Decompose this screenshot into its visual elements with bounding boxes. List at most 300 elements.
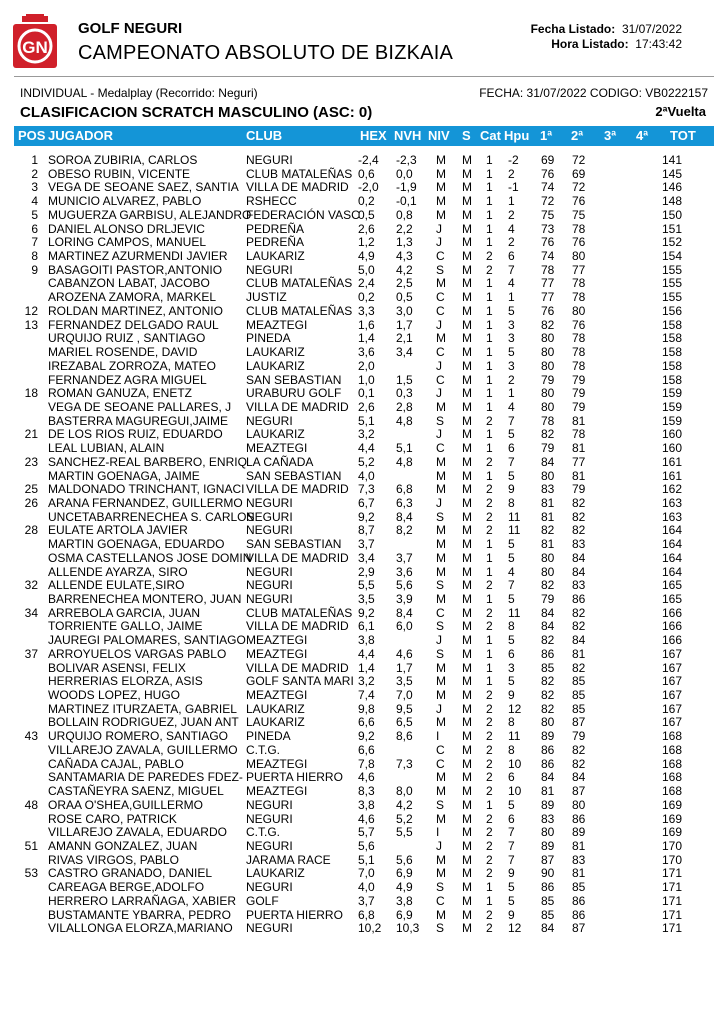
- cell-hex: 4,6: [358, 811, 375, 826]
- cell-hpu: 2: [508, 235, 515, 250]
- cell-nvh: 9,5: [396, 701, 413, 716]
- cell-round1: 73: [541, 221, 555, 236]
- cell-tot: 158: [661, 345, 682, 360]
- cell-s: M: [462, 290, 472, 305]
- cell-s: M: [462, 386, 472, 401]
- cell-cat: 2: [486, 742, 493, 757]
- table-row: [14, 799, 714, 813]
- cell-s: M: [462, 180, 472, 195]
- cell-s: M: [462, 166, 472, 181]
- cell-tot: 158: [661, 358, 682, 373]
- cell-s: M: [462, 221, 472, 236]
- cell-tot: 155: [661, 290, 682, 305]
- cell-tot: 167: [661, 701, 682, 716]
- cell-nvh: 3,5: [396, 674, 413, 689]
- table-row: [14, 785, 714, 799]
- cell-jugador: MUGUERZA GARBISU, ALEJANDRO: [48, 207, 252, 222]
- cell-s: M: [462, 619, 472, 634]
- cell-hex: -2,4: [358, 153, 379, 167]
- cell-niv: J: [436, 838, 442, 853]
- cell-nvh: 0,5: [396, 290, 413, 305]
- cell-hpu: -1: [508, 180, 519, 195]
- cell-nvh: 4,2: [396, 797, 413, 812]
- cell-round2: 78: [572, 427, 586, 442]
- cell-nvh: 1,7: [396, 660, 413, 675]
- cell-jugador: MARTINEZ AZURMENDI JAVIER: [48, 249, 228, 264]
- cell-round2: 82: [572, 660, 586, 675]
- table-row: [14, 291, 714, 305]
- cell-hex: 0,1: [358, 386, 375, 401]
- cell-s: M: [462, 249, 472, 264]
- cell-tot: 164: [661, 537, 682, 552]
- cell-round1: 81: [541, 537, 555, 552]
- cell-tot: 152: [661, 235, 682, 250]
- cell-nvh: 6,0: [396, 619, 413, 634]
- cell-hpu: 5: [508, 880, 515, 895]
- cell-s: M: [462, 811, 472, 826]
- cell-nvh: 3,8: [396, 893, 413, 908]
- cell-hex: 3,8: [358, 797, 375, 812]
- cell-club: RSHECC: [246, 194, 297, 209]
- cell-nvh: 7,0: [396, 688, 413, 703]
- table-row: [14, 401, 714, 415]
- cell-nvh: 8,2: [396, 523, 413, 538]
- cell-cat: 2: [486, 688, 493, 703]
- cell-cat: 1: [486, 345, 493, 360]
- cell-club: C.T.G.: [246, 825, 281, 840]
- cell-s: M: [462, 482, 472, 497]
- cell-hpu: 6: [508, 646, 515, 661]
- cell-round2: 85: [572, 880, 586, 895]
- cell-s: M: [462, 701, 472, 716]
- cell-niv: J: [436, 633, 442, 648]
- cell-hex: 3,4: [358, 550, 375, 565]
- cell-club: PEDREÑA: [246, 235, 305, 250]
- cell-s: M: [462, 235, 472, 250]
- cell-nvh: 5,6: [396, 852, 413, 867]
- cell-club: PUERTA HIERRO: [246, 770, 343, 785]
- cell-niv: C: [436, 249, 445, 264]
- cell-tot: 171: [661, 866, 682, 881]
- cell-nvh: 2,8: [396, 399, 413, 414]
- cell-s: M: [462, 441, 472, 456]
- cell-hpu: 12: [508, 701, 522, 716]
- cell-nvh: 4,9: [396, 880, 413, 895]
- cell-jugador: ARANA FERNANDEZ, GUILLERMO: [48, 495, 243, 510]
- cell-hex: 4,4: [358, 441, 375, 456]
- cell-hex: 9,2: [358, 605, 375, 620]
- cell-hpu: 11: [508, 729, 521, 744]
- cell-round1: 81: [541, 784, 555, 799]
- cell-jugador: WOODS LOPEZ, HUGO: [48, 688, 181, 703]
- cell-cat: 2: [486, 262, 493, 277]
- cell-cat: 2: [486, 811, 493, 826]
- cell-cat: 2: [486, 866, 493, 881]
- cell-hex: 2,9: [358, 564, 375, 579]
- cell-round2: 78: [572, 290, 586, 305]
- cell-hex: 9,8: [358, 701, 375, 716]
- col-header-nvh: NVH: [394, 128, 422, 143]
- cell-hpu: 8: [508, 495, 515, 510]
- cell-jugador: ARROYUELOS VARGAS PABLO: [48, 646, 227, 661]
- cell-s: M: [462, 427, 472, 442]
- cell-pos: 48: [24, 797, 38, 812]
- cell-hex: 5,5: [358, 578, 375, 593]
- cell-s: M: [462, 688, 472, 703]
- cell-niv: S: [436, 509, 445, 524]
- cell-jugador: ALLENDE EULATE,SIRO: [48, 578, 185, 593]
- table-row: [14, 648, 714, 662]
- cell-s: M: [462, 866, 472, 881]
- cell-hpu: 5: [508, 893, 515, 908]
- cell-hex: 6,1: [358, 619, 375, 634]
- cell-round1: 78: [541, 413, 555, 428]
- cell-pos: 9: [31, 262, 38, 277]
- cell-cat: 2: [486, 715, 493, 730]
- cell-round1: 74: [541, 180, 555, 195]
- col-header-hpu: Hpu: [504, 128, 530, 143]
- cell-tot: 155: [661, 276, 682, 291]
- cell-hpu: 4: [508, 221, 515, 236]
- cell-club: PINEDA: [246, 729, 291, 744]
- cell-hex: 2,0: [358, 358, 375, 373]
- cell-round1: 75: [541, 207, 555, 222]
- cell-cat: 1: [486, 276, 493, 291]
- cell-niv: J: [436, 701, 442, 716]
- table-row: [14, 250, 714, 264]
- cell-round1: 80: [541, 345, 555, 360]
- cell-hex: 1,4: [358, 331, 375, 346]
- cell-cat: 2: [486, 756, 493, 771]
- table-row: [14, 854, 714, 868]
- table-row: [14, 195, 714, 209]
- cell-hex: 5,6: [358, 838, 375, 853]
- cell-club: MEAZTEGI: [246, 633, 308, 648]
- cell-hpu: 5: [508, 550, 515, 565]
- cell-jugador: CASTRO GRANADO, DANIEL: [48, 866, 213, 881]
- cell-s: M: [462, 345, 472, 360]
- col-header-club: CLUB: [246, 128, 283, 143]
- table-row: [14, 593, 714, 607]
- cell-tot: 159: [661, 399, 682, 414]
- cell-s: M: [462, 537, 472, 552]
- cell-niv: C: [436, 303, 445, 318]
- cell-jugador: EULATE ARTOLA JAVIER: [48, 523, 188, 538]
- cell-niv: J: [436, 358, 442, 373]
- cell-round2: 69: [572, 166, 586, 181]
- cell-tot: 151: [661, 221, 682, 236]
- cell-pos: 7: [31, 235, 38, 250]
- cell-hpu: 7: [508, 825, 515, 840]
- cell-club: VILLA DE MADRID: [246, 399, 349, 414]
- cell-niv: M: [436, 715, 446, 730]
- cell-cat: 2: [486, 907, 493, 922]
- cell-nvh: 2,5: [396, 276, 413, 291]
- cell-nvh: 10,3: [396, 921, 420, 936]
- cell-s: M: [462, 153, 472, 167]
- cell-cat: 1: [486, 317, 493, 332]
- table-row: [14, 415, 714, 429]
- cell-club: NEGURI: [246, 880, 293, 895]
- col-header-hex: HEX: [360, 128, 387, 143]
- cell-nvh: 2,1: [396, 331, 413, 346]
- cell-round1: 79: [541, 441, 555, 456]
- cell-nvh: 3,6: [396, 564, 413, 579]
- cell-niv: M: [436, 153, 446, 167]
- cell-round2: 85: [572, 701, 586, 716]
- cell-nvh: 4,8: [396, 454, 413, 469]
- table-row: [14, 607, 714, 621]
- cell-s: M: [462, 907, 472, 922]
- cell-round1: 82: [541, 427, 555, 442]
- cell-niv: J: [436, 495, 442, 510]
- cell-hpu: 6: [508, 249, 515, 264]
- cell-round2: 82: [572, 509, 586, 524]
- cell-s: M: [462, 194, 472, 209]
- cell-club: NEGURI: [246, 578, 293, 593]
- cell-hpu: 7: [508, 852, 515, 867]
- cell-round2: 87: [572, 784, 586, 799]
- fecha-value: 31/07/2022: [621, 22, 682, 36]
- cell-round1: 80: [541, 468, 555, 483]
- cell-nvh: 3,4: [396, 345, 413, 360]
- cell-round1: 80: [541, 564, 555, 579]
- cell-hex: 0,2: [358, 290, 375, 305]
- cell-pos: 32: [24, 578, 38, 593]
- cell-club: JARAMA RACE: [246, 852, 331, 867]
- cell-round2: 84: [572, 633, 586, 648]
- cell-jugador: HERRERO LARRAÑAGA, XABIER: [48, 893, 237, 908]
- cell-round2: 77: [572, 454, 586, 469]
- table-row: [14, 470, 714, 484]
- cell-hex: 3,8: [358, 633, 375, 648]
- cell-cat: 2: [486, 770, 493, 785]
- cell-s: M: [462, 784, 472, 799]
- cell-hpu: 4: [508, 276, 515, 291]
- cell-club: LA CAÑADA: [246, 454, 314, 469]
- col-header-pos: POS: [18, 128, 46, 143]
- cell-s: M: [462, 715, 472, 730]
- cell-nvh: 1,7: [396, 317, 413, 332]
- cell-round1: 89: [541, 797, 555, 812]
- cell-tot: 166: [661, 605, 682, 620]
- cell-hpu: 12: [508, 921, 522, 936]
- cell-s: M: [462, 825, 472, 840]
- cell-cat: 2: [486, 605, 493, 620]
- cell-nvh: 8,6: [396, 729, 413, 744]
- cell-hex: 1,6: [358, 317, 375, 332]
- cell-club: VILLA DE MADRID: [246, 550, 349, 565]
- cell-s: M: [462, 276, 472, 291]
- cell-hpu: 2: [508, 207, 515, 222]
- cell-jugador: URQUIJO ROMERO, SANTIAGO: [48, 729, 229, 744]
- logo-lettering: GN: [22, 38, 48, 57]
- table-row: [14, 552, 714, 566]
- cell-round2: 75: [572, 207, 586, 222]
- cell-s: M: [462, 756, 472, 771]
- cell-club: C.T.G.: [246, 742, 281, 757]
- cell-tot: 169: [661, 825, 682, 840]
- cell-hex: 0,5: [358, 207, 375, 222]
- cell-pos: 13: [24, 317, 38, 332]
- col-header-round2: 2ª: [571, 128, 584, 143]
- cell-round2: 77: [572, 262, 586, 277]
- cell-round1: 82: [541, 578, 555, 593]
- cell-niv: M: [436, 454, 446, 469]
- table-header: [14, 126, 714, 146]
- col-header-jugador: JUGADOR: [48, 128, 114, 143]
- cell-cat: 1: [486, 646, 493, 661]
- cell-hex: 4,9: [358, 249, 375, 264]
- cell-hex: 1,0: [358, 372, 375, 387]
- cell-round1: 86: [541, 646, 555, 661]
- cell-round1: 84: [541, 619, 555, 634]
- cell-club: MEAZTEGI: [246, 688, 308, 703]
- cell-club: LAUKARIZ: [246, 715, 305, 730]
- cell-cat: 1: [486, 235, 493, 250]
- cell-club: LAUKARIZ: [246, 866, 305, 881]
- cell-club: PINEDA: [246, 331, 291, 346]
- event-title: CAMPEONATO ABSOLUTO DE BIZKAIA: [78, 42, 453, 64]
- cell-club: LAUKARIZ: [246, 249, 305, 264]
- cell-round1: 82: [541, 688, 555, 703]
- cell-club: PEDREÑA: [246, 221, 305, 236]
- cell-tot: 158: [661, 372, 682, 387]
- cell-pos: 21: [24, 427, 38, 442]
- cell-pos: 1: [31, 153, 38, 167]
- cell-round2: 83: [572, 852, 586, 867]
- round-label: 2ªVuelta: [655, 104, 706, 119]
- cell-tot: 168: [661, 729, 682, 744]
- cell-round1: 86: [541, 742, 555, 757]
- cell-hpu: 9: [508, 482, 515, 497]
- cell-round1: 76: [541, 303, 555, 318]
- cell-s: M: [462, 770, 472, 785]
- cell-tot: 158: [661, 317, 682, 332]
- cell-hex: 7,3: [358, 482, 375, 497]
- cell-niv: M: [436, 866, 446, 881]
- cell-cat: 1: [486, 331, 493, 346]
- cell-hex: 2,6: [358, 221, 375, 236]
- cell-s: M: [462, 742, 472, 757]
- table-row: [14, 264, 714, 278]
- cell-jugador: SANCHEZ-REAL BARBERO, ENRIQ: [48, 454, 247, 469]
- cell-hex: 2,4: [358, 276, 375, 291]
- cell-club: MEAZTEGI: [246, 441, 308, 456]
- cell-round1: 82: [541, 523, 555, 538]
- cell-hex: 3,2: [358, 427, 375, 442]
- cell-club: MEAZTEGI: [246, 784, 308, 799]
- cell-hex: 5,2: [358, 454, 375, 469]
- cell-nvh: 3,0: [396, 303, 413, 318]
- table-row: [14, 922, 714, 936]
- cell-round2: 84: [572, 564, 586, 579]
- cell-niv: J: [436, 386, 442, 401]
- cell-round2: 82: [572, 619, 586, 634]
- cell-niv: C: [436, 441, 445, 456]
- cell-hex: 3,7: [358, 893, 375, 908]
- cell-nvh: 2,2: [396, 221, 413, 236]
- cell-jugador: VILALLONGA ELORZA,MARIANO: [48, 921, 233, 936]
- cell-jugador: UNCETABARRENECHEA S. CARLOS: [48, 509, 255, 524]
- cell-niv: M: [436, 523, 446, 538]
- cell-round1: 80: [541, 715, 555, 730]
- cell-cat: 2: [486, 838, 493, 853]
- cell-tot: 150: [661, 207, 682, 222]
- table-row: [14, 168, 714, 182]
- cell-nvh: 8,4: [396, 605, 413, 620]
- cell-round1: 81: [541, 495, 555, 510]
- cell-hex: -2,0: [358, 180, 379, 195]
- cell-round2: 82: [572, 756, 586, 771]
- cell-niv: M: [436, 660, 446, 675]
- cell-round2: 82: [572, 742, 586, 757]
- cell-niv: M: [436, 399, 446, 414]
- cell-nvh: -2,3: [396, 153, 417, 167]
- cell-hpu: 4: [508, 564, 515, 579]
- cell-tot: 164: [661, 550, 682, 565]
- cell-niv: S: [436, 413, 445, 428]
- cell-nvh: 4,2: [396, 262, 413, 277]
- cell-hex: 4,0: [358, 880, 375, 895]
- cell-tot: 146: [661, 180, 682, 195]
- cell-round1: 74: [541, 249, 555, 264]
- cell-jugador: MUNICIO ALVAREZ, PABLO: [48, 194, 202, 209]
- cell-s: M: [462, 523, 472, 538]
- cell-tot: 171: [661, 921, 682, 936]
- cell-niv: M: [436, 537, 446, 552]
- cell-hpu: 5: [508, 427, 515, 442]
- table-row: [14, 634, 714, 648]
- cell-niv: J: [436, 317, 442, 332]
- cell-niv: S: [436, 262, 445, 277]
- table-row: [14, 566, 714, 580]
- cell-jugador: MARIEL ROSENDE, DAVID: [48, 345, 198, 360]
- cell-cat: 1: [486, 372, 493, 387]
- table-row: [14, 620, 714, 634]
- cell-round2: 78: [572, 221, 586, 236]
- cell-s: M: [462, 303, 472, 318]
- cell-round2: 87: [572, 921, 586, 936]
- cell-jugador: MALDONADO TRINCHANT, IGNACI: [48, 482, 245, 497]
- cell-jugador: MARTIN GOENAGA, JAIME: [48, 468, 200, 483]
- cell-round1: 77: [541, 276, 555, 291]
- table-row: [14, 758, 714, 772]
- cell-cat: 2: [486, 701, 493, 716]
- table-row: [14, 662, 714, 676]
- cell-hpu: 5: [508, 592, 515, 606]
- cell-jugador: FERNANDEZ DELGADO RAUL: [48, 317, 219, 332]
- cell-jugador: MARTINEZ ITURZAETA, GABRIEL: [48, 701, 237, 716]
- cell-s: M: [462, 880, 472, 895]
- cell-tot: 145: [661, 166, 682, 181]
- cell-hex: 5,0: [358, 262, 375, 277]
- cell-s: M: [462, 372, 472, 387]
- cell-jugador: VEGA DE SEOANE PALLARES, J: [48, 399, 232, 414]
- cell-hex: 5,1: [358, 852, 375, 867]
- cell-tot: 167: [661, 715, 682, 730]
- cell-jugador: VILLAREJO ZAVALA, GUILLERMO: [48, 742, 238, 757]
- cell-jugador: SANTAMARIA DE PAREDES FDEZ-: [48, 770, 243, 785]
- cell-hpu: 3: [508, 660, 515, 675]
- cell-hpu: 10: [508, 756, 522, 771]
- cell-round2: 78: [572, 276, 586, 291]
- cell-hpu: 5: [508, 468, 515, 483]
- cell-niv: C: [436, 290, 445, 305]
- table-row: [14, 716, 714, 730]
- cell-jugador: MARTIN GOENAGA, EDUARDO: [48, 537, 225, 552]
- cell-tot: 169: [661, 811, 682, 826]
